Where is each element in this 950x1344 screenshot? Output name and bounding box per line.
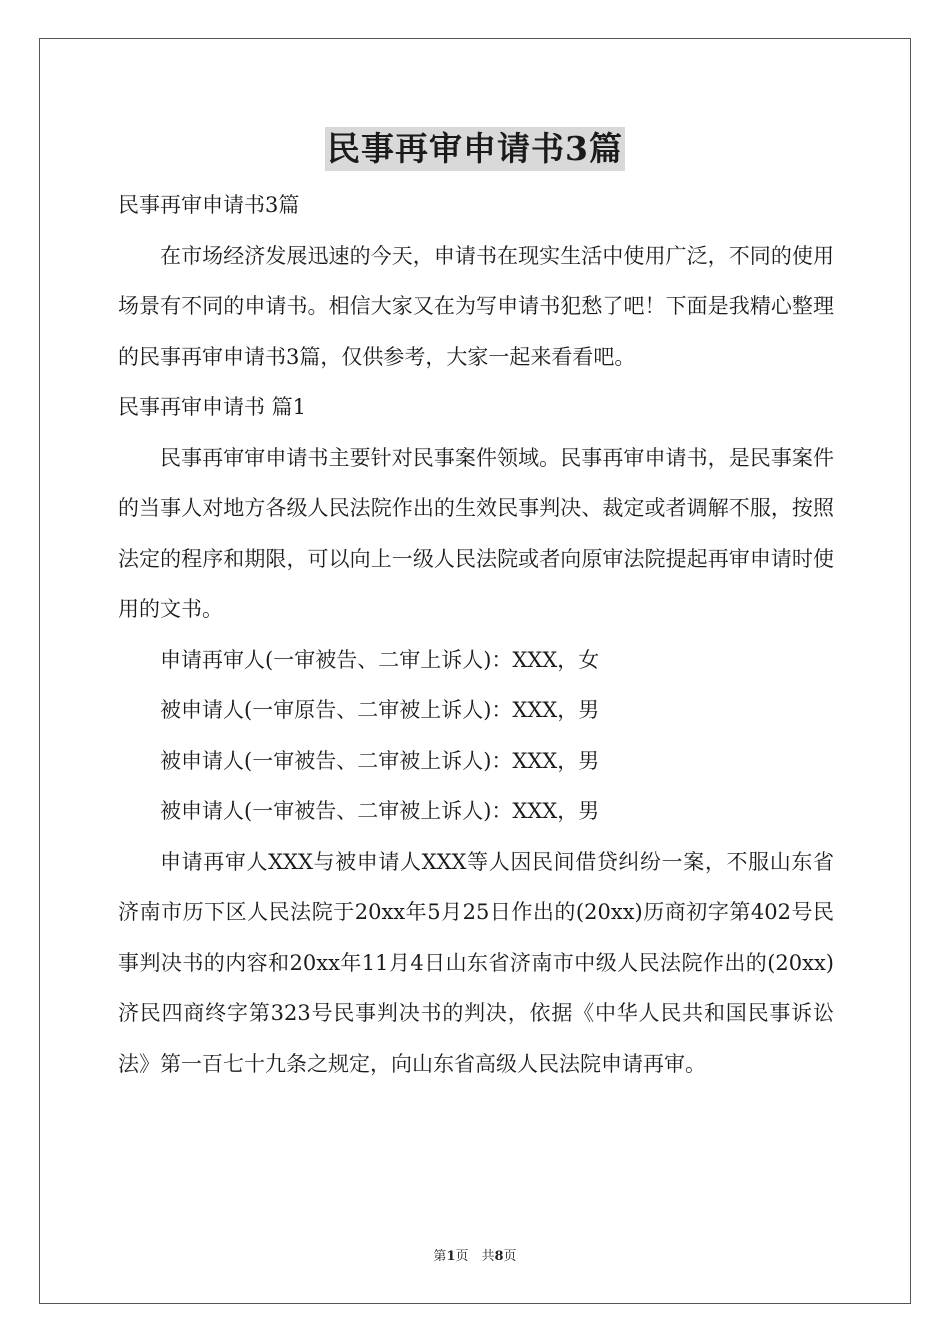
footer-page-mid: 页 共	[455, 1249, 495, 1264]
party-line-respondent-2: 被申请人(一审被告、二审被上诉人)：XXX，男	[160, 748, 600, 773]
footer-page-prefix: 第	[433, 1249, 447, 1264]
document-title: 民事再审申请书3篇	[325, 127, 625, 171]
description-paragraph: 民事再审审申请书主要针对民事案件领域。民事再审申请书，是民事案件的当事人对地方各级人民法院作出的生效民事判决、裁定或者调解不服，按照法定的程序和期限，可以向上一级人民法院或者向原审法院提起再审申请时使用的文书。	[118, 445, 834, 621]
intro-paragraph: 在市场经济发展迅速的今天，申请书在现实生活中使用广泛，不同的使用场景有不同的申请书。相信大家又在为写申请书犯愁了吧！下面是我精心整理的民事再审申请书3篇，仅供参考，大家一起来看看吧。	[118, 243, 834, 369]
page-footer	[0, 1245, 950, 1264]
title-container	[0, 127, 950, 171]
party-line-respondent-3: 被申请人(一审被告、二审被上诉人)：XXX，男	[160, 799, 600, 823]
footer-page-total: 8	[494, 1249, 504, 1264]
party-line-respondent-1: 被申请人(一审原告、二审被上诉人)：XXX，男	[160, 698, 600, 722]
document-subtitle: 民事再审申请书3篇	[118, 193, 300, 217]
footer-page-current: 1	[446, 1249, 456, 1264]
document-body	[118, 180, 834, 1089]
footer-page-suffix: 页	[503, 1249, 517, 1264]
body-paragraph: 申请再审人XXX与被申请人XXX等人因民间借贷纠纷一案，不服山东省济南市历下区人民法院于20xx年5月25日作出的(20xx)历商初字第402号民事判决书的内容和20xx年11月4日山东省济南市中级人民法院作出的(20xx)济民四商终字第323号民事判决书的判决，依据《中华人民共和国民事诉讼法》第一百七十九条之规定，向山东省高级人民法院申请再审。	[118, 849, 834, 1076]
section-heading: 民事再审申请书 篇1	[118, 395, 307, 419]
party-line-applicant: 申请再审人(一审被告、二审上诉人)：XXX，女	[160, 647, 600, 672]
